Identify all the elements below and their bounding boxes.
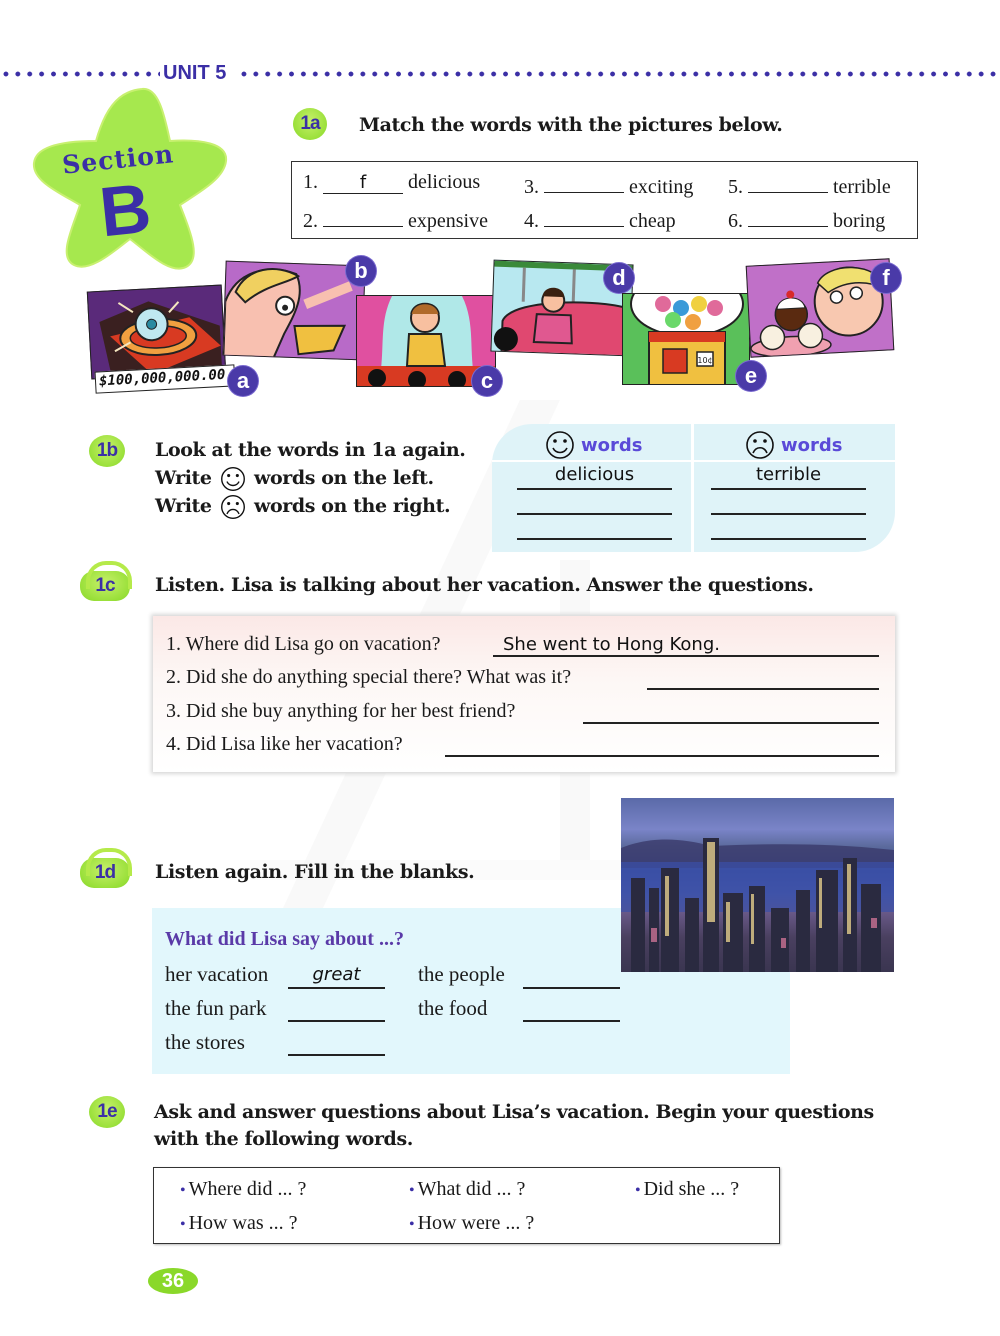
instruction-text: Write — [155, 467, 212, 489]
prompt-item — [635, 1178, 739, 1201]
answer-line-2[interactable] — [647, 688, 879, 690]
answer-line[interactable] — [288, 1020, 385, 1022]
match-item — [524, 205, 676, 233]
price-tag: $100,000,000.00 — [95, 364, 236, 393]
answer-line[interactable] — [523, 987, 620, 989]
prompt-text: How were ... ? — [417, 1212, 535, 1234]
instruction-line — [155, 492, 465, 520]
answer-line[interactable] — [288, 1054, 385, 1056]
item-word: terrible — [833, 176, 891, 198]
sad-face-icon — [745, 430, 775, 460]
answer-text: f — [359, 172, 367, 193]
prompt-text: Where did ... ? — [188, 1178, 307, 1200]
answer-blank[interactable] — [544, 205, 624, 227]
sort-words-table — [492, 424, 895, 552]
answer-line-1[interactable] — [493, 655, 879, 657]
item-answer: great — [312, 964, 361, 985]
negative-word-entry[interactable]: terrible — [755, 464, 822, 485]
instruction-text: words on the right. — [254, 495, 451, 517]
match-item — [303, 171, 480, 194]
picture-label-e: e — [736, 361, 766, 391]
item-word: exciting — [629, 176, 694, 198]
smiley-face-icon — [218, 466, 248, 492]
question-3: 3. Did she buy anything for her best friend? — [166, 700, 516, 722]
hong-kong-skyline-photo — [621, 798, 894, 972]
picture-e-gumball-machine-illustration — [622, 293, 750, 385]
answer-line[interactable] — [517, 488, 672, 490]
instruction-line: Look at the words in 1a again. — [155, 439, 466, 461]
header-label: words — [581, 434, 643, 456]
smiley-face-icon — [545, 430, 575, 460]
answer-line[interactable] — [288, 987, 385, 989]
table-header-negative — [745, 430, 842, 460]
question-2: 2. Did she do anything special there? What was it? — [166, 666, 572, 688]
answer-line[interactable] — [523, 1020, 620, 1022]
answer-line-3[interactable] — [583, 722, 879, 724]
price-label: 10¢ — [697, 356, 713, 365]
item-number: 4. — [524, 210, 539, 232]
prompt-text: How was ... ? — [188, 1212, 298, 1234]
page-number: 36 — [148, 1268, 198, 1294]
bullet-icon: • — [180, 1216, 186, 1233]
instruction-line — [155, 464, 465, 492]
exercise-badge-1c-headphones-icon: 1c — [80, 571, 130, 601]
prompt-item — [180, 1178, 306, 1201]
exercise-badge-1a: 1a — [293, 108, 327, 140]
answer-blank[interactable] — [323, 205, 403, 227]
answer-blank[interactable] — [748, 205, 828, 227]
bullet-icon: • — [635, 1182, 641, 1199]
header-dotted-rule — [238, 71, 1000, 77]
answer-blank[interactable] — [544, 171, 624, 193]
fill-blanks-title: What did Lisa say about ...? — [165, 928, 404, 950]
answer-line[interactable] — [711, 488, 866, 490]
answer-line-4[interactable] — [445, 755, 879, 757]
picture-label-c: c — [472, 366, 502, 396]
prompt-item — [409, 1178, 525, 1201]
table-divider — [492, 460, 895, 462]
table-divider — [691, 424, 694, 552]
item-number: 6. — [728, 210, 743, 232]
sad-face-icon — [218, 494, 248, 520]
match-item — [728, 205, 885, 233]
picture-b-man-eating-pizza-illustration — [222, 261, 365, 361]
bullet-icon: • — [409, 1182, 415, 1199]
answer-blank[interactable] — [323, 172, 403, 194]
header-label: words — [781, 434, 843, 456]
bullet-icon: • — [180, 1182, 186, 1199]
instruction-line: Ask and answer questions about Lisa’s vacation. Begin your questions — [154, 1101, 874, 1123]
item-word: delicious — [408, 171, 481, 193]
match-item — [728, 171, 891, 199]
unit-label: UNIT 5 — [163, 62, 227, 84]
instruction-line: with the following words. — [154, 1128, 413, 1150]
item-label: her vacation — [165, 962, 269, 986]
question-1: 1. Where did Lisa go on vacation? — [166, 633, 441, 655]
prompt-text: What did ... ? — [417, 1178, 526, 1200]
prompt-text: Did she ... ? — [643, 1178, 740, 1200]
instruction-text: Write — [155, 495, 212, 517]
item-number: 1. — [303, 171, 318, 193]
item-word: boring — [833, 210, 886, 232]
prompt-item — [180, 1212, 297, 1235]
exercise-1a-instruction: Match the words with the pictures below. — [359, 114, 783, 136]
exercise-badge-1e: 1e — [89, 1096, 125, 1128]
answer-1: She went to Hong Kong. — [503, 634, 720, 655]
item-word: cheap — [629, 210, 676, 232]
match-item — [524, 171, 693, 199]
section-label: Section — [60, 139, 176, 180]
item-number: 5. — [728, 176, 743, 198]
match-item — [303, 205, 488, 233]
answer-line[interactable] — [517, 538, 672, 540]
item-word: expensive — [408, 210, 488, 232]
section-letter: B — [96, 168, 155, 252]
header-dotted-rule — [0, 71, 160, 77]
exercise-badge-1d-headphones-icon: 1d — [80, 858, 130, 888]
picture-label-f: f — [871, 263, 901, 293]
exercise-badge-1b: 1b — [89, 435, 125, 467]
bullet-icon: • — [409, 1216, 415, 1233]
exercise-1d-instruction: Listen again. Fill in the blanks. — [155, 861, 475, 883]
match-words-box — [291, 161, 918, 239]
instruction-text: words on the left. — [254, 467, 434, 489]
question-prompts-box — [153, 1167, 780, 1244]
answer-blank[interactable] — [748, 171, 828, 193]
exercise-1b-instruction — [155, 436, 465, 520]
prompt-item — [409, 1212, 534, 1235]
exercise-1c-instruction: Listen. Lisa is talking about her vacation. Answer the questions. — [155, 574, 814, 596]
picture-label-a: a — [228, 366, 258, 396]
exercise-1e-instruction — [154, 1099, 874, 1153]
answer-line[interactable] — [711, 513, 866, 515]
picture-label-d: d — [604, 263, 634, 293]
item-label: the food — [418, 996, 488, 1020]
item-number: 2. — [303, 210, 318, 232]
question-4: 4. Did Lisa like her vacation? — [166, 733, 403, 755]
answer-line[interactable] — [711, 538, 866, 540]
questions-box — [153, 616, 895, 772]
table-header-positive — [545, 430, 642, 460]
item-label: the stores — [165, 1030, 245, 1054]
item-label: the fun park — [165, 996, 267, 1020]
item-number: 3. — [524, 176, 539, 198]
answer-line[interactable] — [517, 513, 672, 515]
picture-label-b: b — [346, 256, 376, 286]
positive-word-entry[interactable]: delicious — [554, 464, 635, 485]
item-label: the people — [418, 962, 505, 986]
